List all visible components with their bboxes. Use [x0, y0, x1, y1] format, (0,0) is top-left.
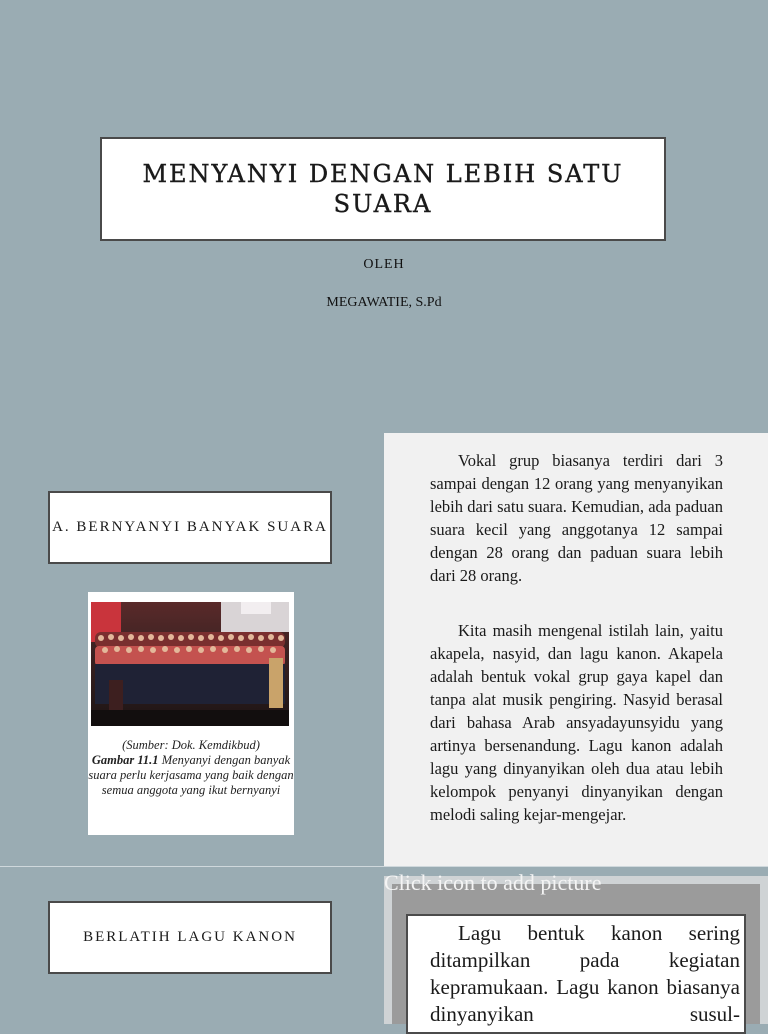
page-title: MENYANYI DENGAN LEBIH SATU SUARA	[142, 160, 624, 218]
picture-placeholder-frame[interactable]	[384, 876, 768, 1024]
choir-photo	[91, 602, 289, 726]
byline-author: MEGAWATIE, S.Pd	[326, 295, 442, 310]
picture-placeholder-label[interactable]: Click icon to add picture	[384, 870, 602, 895]
figure-caption	[88, 738, 294, 798]
body-text-panel	[384, 433, 768, 866]
figure-source: (Sumber: Dok. Kemdikbud)	[122, 738, 260, 752]
choir-photo-graphic	[91, 602, 289, 726]
section-a-heading: A. BERNYANYI BANYAK SUARA	[52, 519, 328, 535]
figure-card	[88, 592, 294, 835]
figure-caption-text: Menyanyi dengan banyak suara perlu kerjasama yang baik dengan semua anggota yang ikut bernyanyi	[88, 753, 294, 797]
byline-oleh: OLEH	[363, 257, 405, 272]
slide-divider	[0, 866, 768, 867]
kanon-text: Lagu bentuk kanon sering ditampilkan pada kegiatan kepramukaan. Lagu kanon biasanya dinyanyikan susul-	[430, 921, 740, 1026]
kanon-text-box	[406, 914, 746, 1034]
title-box	[100, 137, 666, 241]
section-a-heading-box	[48, 491, 332, 564]
paragraph-1: Vokal grup biasanya terdiri dari 3 sampai dengan 12 orang yang menyanyikan lebih dari satu suara. Kemudian, ada paduan suara kecil yang anggotanya 12 sampai dengan 28 orang dan paduan suara lebih dari 28 orang.	[430, 451, 723, 585]
picture-placeholder-inner	[392, 884, 760, 1024]
figure-label: Gambar 11.1	[91, 753, 159, 767]
section-b-heading-box	[48, 901, 332, 974]
section-b-heading: BERLATIH LAGU KANON	[83, 929, 297, 945]
paragraph-2: Kita masih mengenal istilah lain, yaitu akapela, nasyid, dan lagu kanon. Akapela adalah bentuk vokal grup gaya kapel dan tanpa alat musik pengiring. Nasyid berasal dari bahasa Arab ansyadayunsyidu yang artinya bersenandung. Lagu kanon adalah lagu yang dinyanyikan oleh dua atau lebih kelompok penyanyi dinyanyikan dengan melodi saling kejar-mengejar.	[430, 621, 723, 824]
